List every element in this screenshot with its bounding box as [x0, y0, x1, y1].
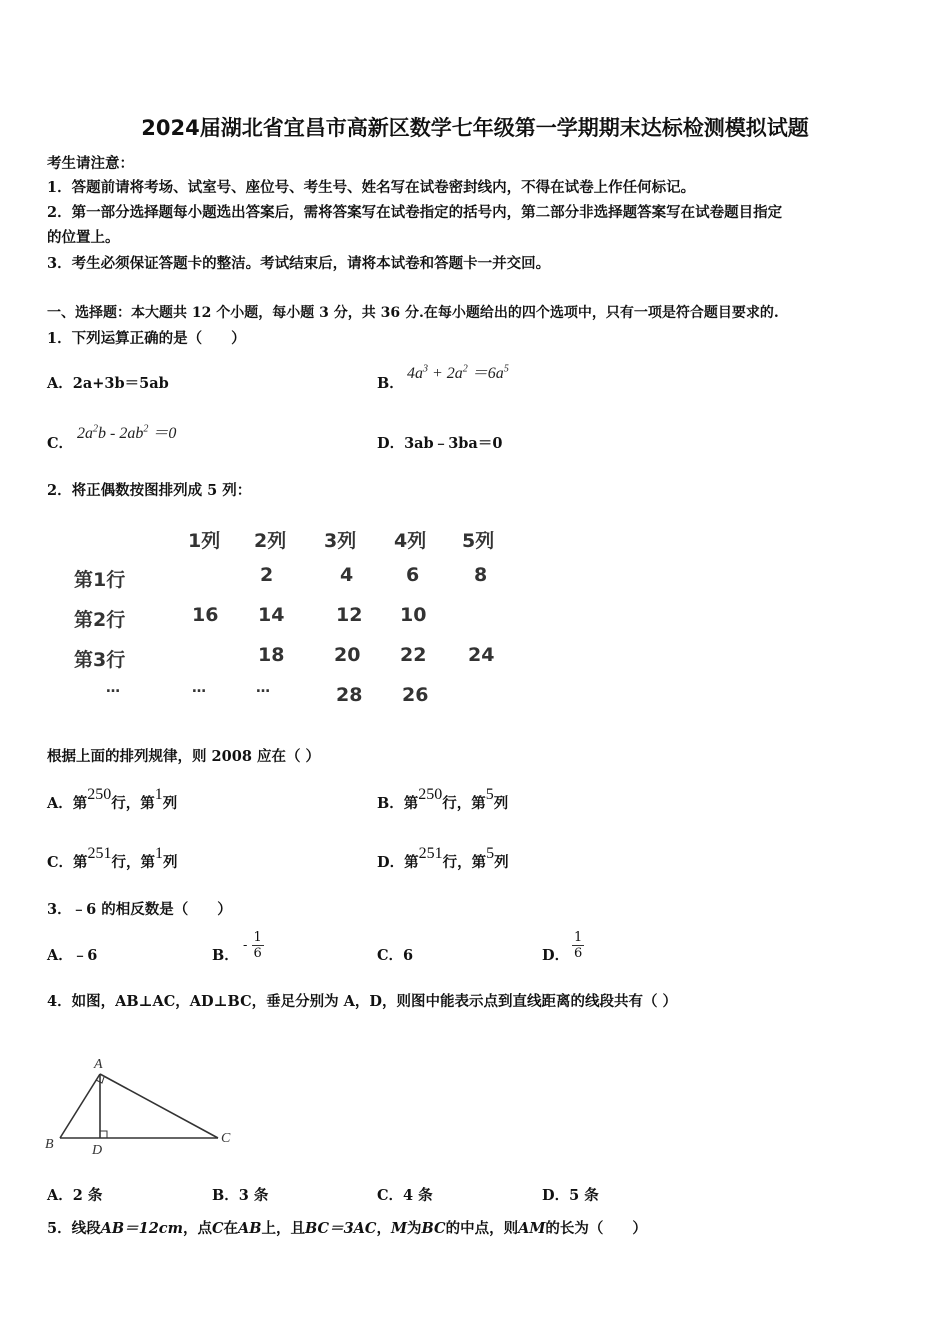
q1-option-b-label: B．	[377, 375, 404, 392]
q1-option-c-label: C．	[47, 435, 74, 452]
q3-option-a: A．﹣6	[47, 947, 98, 964]
q4-triangle-figure	[40, 1050, 240, 1160]
table-cell: …	[256, 680, 270, 696]
table-cell: 12	[336, 604, 363, 626]
table-cell: 14	[258, 604, 285, 626]
col-header-4: 4列	[394, 530, 427, 552]
table-cell: 8	[474, 564, 488, 586]
table-cell: 18	[258, 644, 285, 666]
label-d: D	[92, 1143, 103, 1158]
q4-option-b: B．3 条	[212, 1187, 269, 1204]
q4-option-d: D．5 条	[542, 1187, 599, 1204]
q4-option-c: C．4 条	[377, 1187, 433, 1204]
section-heading: 一、选择题：本大题共 12 个小题，每小题 3 分，共 36 分.在每小题给出的四个选项中，只有一项是符合题目要求的.	[47, 305, 779, 321]
q2-option-a: A．第250行，第1列	[47, 786, 178, 812]
table-cell: …	[192, 680, 206, 696]
q1-stem: 1．下列运算正确的是（ ）	[47, 330, 246, 347]
q3-option-b-value: - $\frac{1}{6}$	[243, 930, 262, 961]
right-angle-d	[100, 1131, 107, 1138]
q3-stem: 3．﹣6 的相反数是（ ）	[47, 901, 232, 918]
notice-item-3: 3．考生必须保证答题卡的整洁。考试结束后，请将本试卷和答题卡一并交回。	[47, 255, 551, 272]
table-cell: 2	[260, 564, 274, 586]
label-b: B	[45, 1137, 54, 1152]
table-cell: 10	[400, 604, 427, 626]
q4-stem: 4．如图，AB⊥AC，AD⊥BC，垂足分别为 A，D，则图中能表示点到直线距离的线段共有（ ）	[47, 993, 678, 1010]
col-header-3: 3列	[324, 530, 357, 552]
row-label-2: 第2行	[74, 609, 126, 631]
col-header-2: 2列	[254, 530, 287, 552]
table-cell: 16	[192, 604, 219, 626]
table-cell: 6	[406, 564, 420, 586]
q4-option-a: A．2 条	[47, 1187, 103, 1204]
q2-stem: 2．将正偶数按图排列成 5 列：	[47, 482, 252, 499]
q1-option-a: A．2a+3b＝5ab	[47, 375, 169, 392]
segment-ab	[60, 1074, 100, 1138]
q1-option-c-formula: $2a^2b - 2ab^2 =0$	[77, 423, 177, 442]
label-c: C	[221, 1131, 231, 1146]
row-label-1: 第1行	[74, 569, 126, 591]
q3-option-b-label: B．	[212, 947, 239, 964]
q2-follow-up: 根据上面的排列规律，则 2008 应在（ ）	[47, 748, 320, 765]
q2-option-b: B．第250行，第5列	[377, 786, 509, 812]
notice-item-1: 1．答题前请将考场、试室号、座位号、考生号、姓名写在试卷密封线内，不得在试卷上作任何标记。	[47, 179, 696, 196]
table-cell: 20	[334, 644, 361, 666]
notice-item-2-cont: 的位置上。	[47, 229, 120, 246]
col-header-1: 1列	[188, 530, 221, 552]
col-header-5: 5列	[462, 530, 495, 552]
q3-option-d-label: D．	[542, 947, 570, 964]
q3-option-c: C．6	[377, 947, 414, 964]
row-label-ellipsis: …	[106, 680, 120, 696]
label-a: A	[94, 1057, 103, 1072]
table-cell: 28	[336, 684, 363, 706]
row-label-3: 第3行	[74, 649, 126, 671]
q1-option-d: D．3ab﹣3ba＝0	[377, 435, 503, 452]
q2-option-d: D．第251行，第5列	[377, 845, 509, 871]
segment-ac	[100, 1074, 218, 1138]
q2-option-c: C．第251行，第1列	[47, 845, 178, 871]
q2-number-table	[70, 522, 510, 712]
table-cell: 24	[468, 644, 495, 666]
table-cell: 26	[402, 684, 429, 706]
page-title: 2024届湖北省宜昌市高新区数学七年级第一学期期末达标检测模拟试题	[141, 116, 809, 140]
table-cell: 22	[400, 644, 427, 666]
notice-item-2: 2．第一部分选择题每小题选出答案后，需将答案写在试卷指定的括号内，第二部分非选择题答案写在试卷题目指定	[47, 204, 783, 221]
q1-option-b-formula: $4a^3 + 2a^2 =6a^5$	[407, 363, 509, 382]
table-cell: 4	[340, 564, 354, 586]
q3-option-d-value: $\frac{1}{6}$	[574, 930, 583, 961]
q5-stem: 5．线段AB＝12cm，点C在AB上，且BC＝3AC，M为BC的中点，则AM的长为（ ）	[47, 1220, 647, 1237]
notice-heading: 考生请注意：	[47, 155, 134, 172]
